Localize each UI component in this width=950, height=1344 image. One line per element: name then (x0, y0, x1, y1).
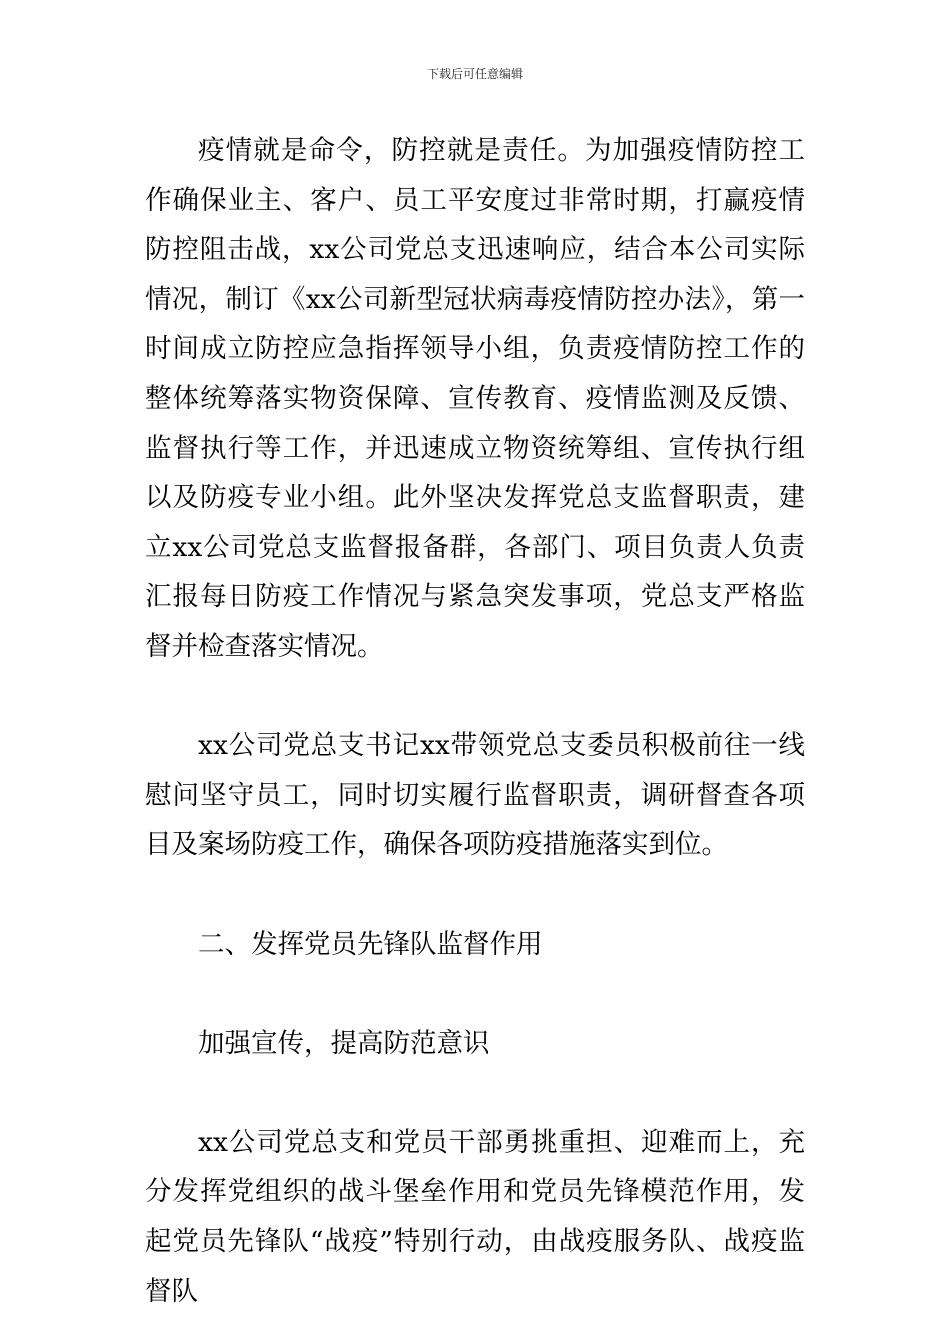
paragraph-party-members: xx公司党总支和党员干部勇挑重担、迎难而上，充分发挥党组织的战斗堡垒作用和党员先锋模范作用，发起党员先锋队“战疫”特别行动，由战疫服务队、战疫监督队 (145, 1126, 805, 1307)
paragraph-epidemic-command: 疫情就是命令，防控就是责任。为加强疫情防控工作确保业主、客户、员工平安度过非常时期，打赢疫情防控阻击战，xx公司党总支迅速响应，结合本公司实际情况，制订《xx公司新型冠状病毒疫情防控办法》，第一时间成立防控应急指挥领导小组，负责疫情防控工作的整体统筹落实物资保障、宣传教育、疫情监测及反馈、监督执行等工作，并迅速成立物资统筹组、宣传执行组以及防疫专业小组。此外坚决发挥党总支监督职责，建立xx公司党总支监督报备群，各部门、项目负责人负责汇报每日防疫工作情况与紧急突发事项，党总支严格监督并检查落实情况。 (145, 135, 805, 662)
document-body (145, 126, 805, 1316)
paragraph-spacer (145, 870, 805, 920)
section-heading-vanguard: 二、发挥党员先锋队监督作用 (198, 928, 543, 960)
paragraph-spacer (145, 672, 805, 722)
paragraph-secretary-visit: xx公司党总支书记xx带领党总支委员积极前往一线慰问坚守员工，同时切实履行监督职责，调研督查各项目及案场防疫工作，确保各项防疫措施落实到位。 (145, 730, 805, 861)
paragraph-spacer (145, 969, 805, 1019)
subheading-publicity: 加强宣传，提高防范意识 (198, 1027, 490, 1059)
page-header-note: 下载后可任意编辑 (426, 67, 523, 81)
paragraph-spacer (145, 1068, 805, 1118)
